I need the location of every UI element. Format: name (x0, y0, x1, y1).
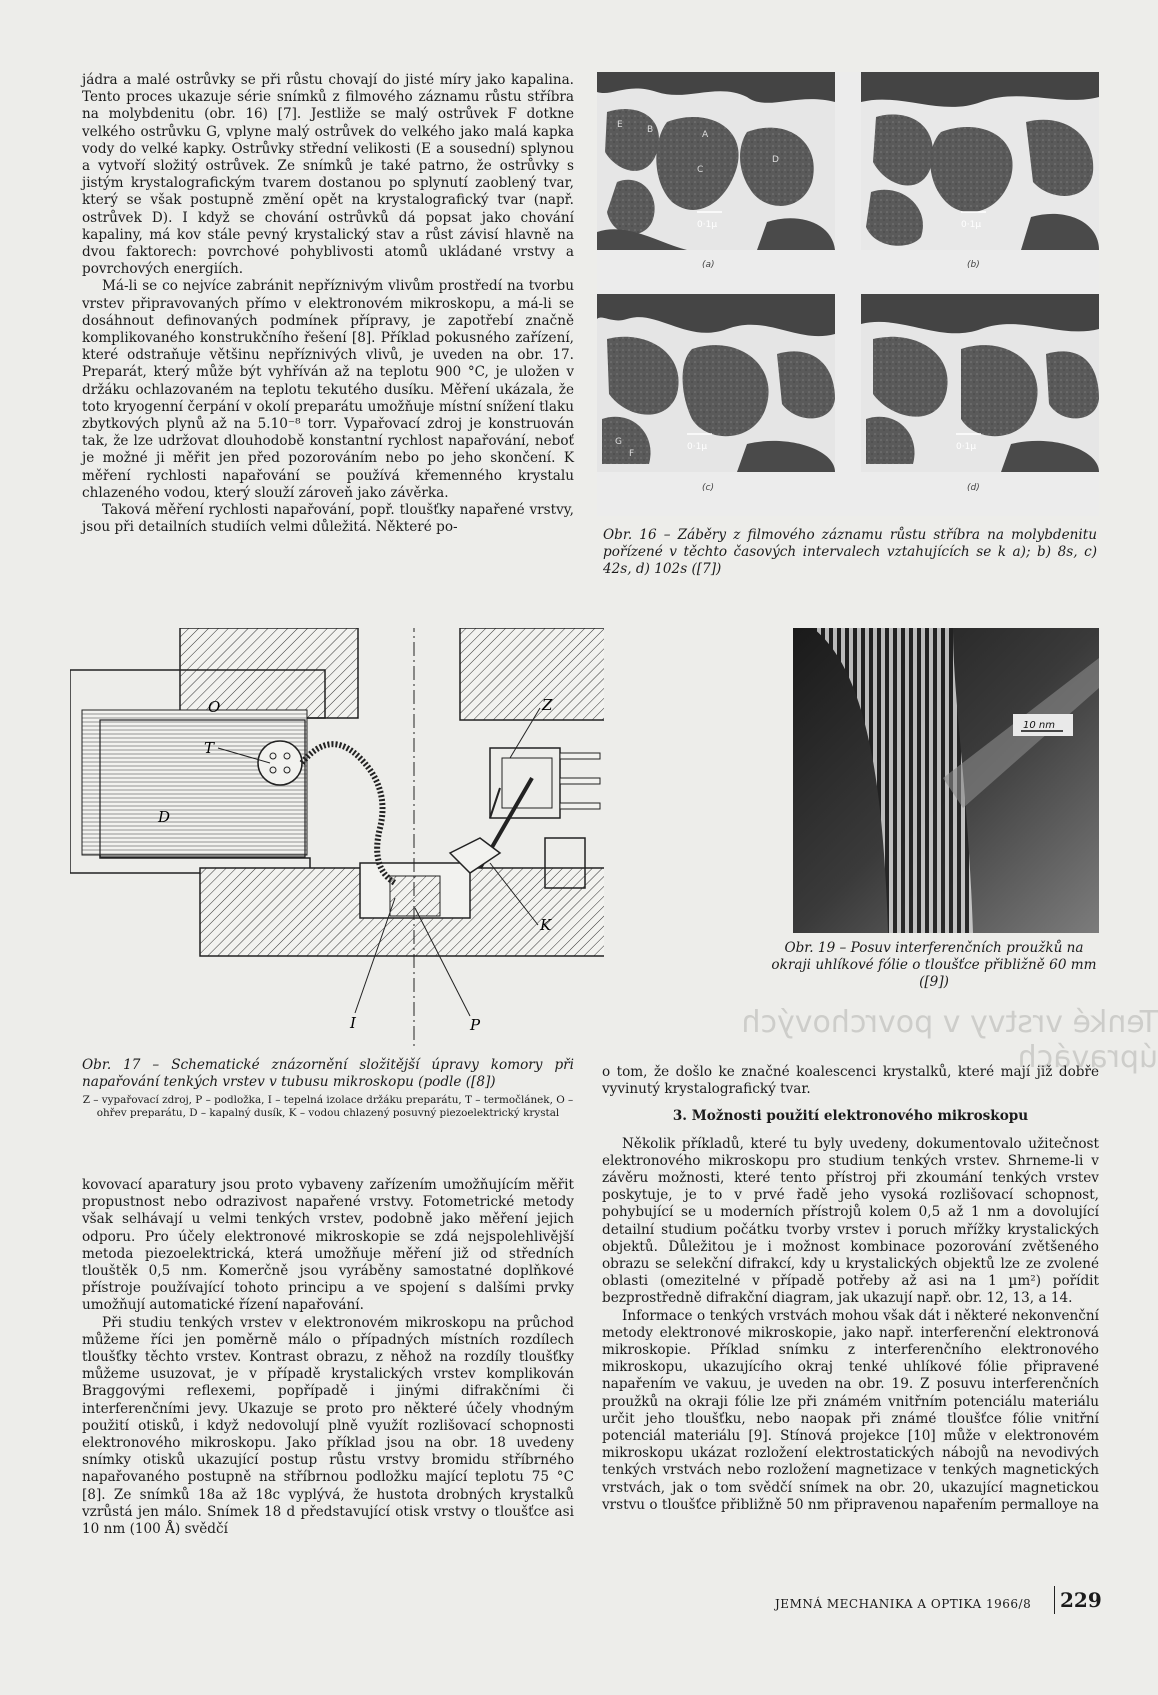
figure-17-legend: Z – vypařovací zdroj, P – podložka, I – tepelná izolace držáku preparátu, T – termočlánek, O – ohřev preparátu, D – kapalný dusík, K – vodou chlazený posuvný piezoelektrický krystal (82, 1094, 574, 1119)
scale-bar-label: 0·1µ (687, 442, 708, 452)
panel-c (597, 294, 835, 472)
section-heading: 3. Možnosti použití elektronového mikroskopu (672, 1108, 1029, 1125)
paragraph: kovovací aparatury jsou proto vybaveny zařízením umožňujícím měřit propustnost nebo odrazivost napařené vrstvy. Fotometrické metody však selhávají u velmi tenkých vrstev, podobně jako měření jejich odporu. Pro účely elektronové mikroskopie se zdá nejspolehlivější metoda piezoelektrická, která umožňuje měření již od středních tlouštěk 0,5 nm. Komerčně jsou vyráběny samostatné doplňkové přístroje používající tohoto principu a ve spojení s dalšími prvky umožňují automatické řízení napařování. (82, 1177, 574, 1314)
figure-16-caption: Obr. 16 – Záběry z filmového záznamu růstu stříbra na molybdenitu pořízené v těchto časových intervalech vztahujících se k a); b) 8s, c) 42s, d) 102s ([7]) (603, 527, 1097, 577)
left-column-top (82, 72, 574, 536)
figure-17-caption: Obr. 17 – Schematické znázornění složitější úpravy komory při napařování tenkých vrstev v tubusu mikroskopu (podle ([8]) (82, 1057, 574, 1090)
island-label: F (629, 449, 635, 459)
upper-block-left (180, 628, 358, 718)
island-label: E (617, 120, 623, 130)
panel-d (861, 294, 1099, 472)
label-I: I (350, 1014, 356, 1032)
paragraph: Taková měření rychlosti napařování, popř. tloušťky napařené vrstvy, jsou při detailních studiích velmi důležitá. Některé po- (82, 502, 574, 536)
figure-16-micrographs (597, 72, 1099, 516)
paragraph: Má-li se co nejvíce zabránit nepříznivým vlivům prostředí na tvorbu vrstev připravovaných přímo v elektronovém mikroskopu, a má-li se dosáhnout definovaných podmínek přípravy, je zapotřebí značně komplikovaného konstrukčního řešení [8]. Příklad pokusného zařízení, které odstraňuje většinu nepříznivých vlivů, je uveden na obr. 17. Preparát, který může být vyhříván až na teplotu 900 °C, je uložen v držáku ochlazovaném na teplotu tekutého dusíku. Měření ukázala, že toto kryogenní čerpání v okolí preparátu umožňuje místní snížení tlaku zbytkových plynů až na 5.10⁻⁸ torr. Vypařovací zdroj je konstruován tak, že lze udržovat dlouhodobě konstantní rychlost napařování, neboť je možné ji měřit jen před pozorováním nebo po jeho skončení. K měření rychlosti napařování se používá křemenného krystalu chlazeného vodou, který slouží zároveň jako závěrka. (82, 278, 574, 501)
label-Z: Z (542, 696, 553, 714)
show-through-text: Tenké vrstvy v povrchových úpravách (741, 1005, 1158, 1075)
scale-bar-label: 0·1µ (697, 220, 718, 230)
label-O: O (208, 698, 221, 716)
scale-bar-label: 0·1µ (956, 442, 977, 452)
paragraph: Informace o tenkých vrstvách mohou však dát i některé nekonvenční metody elektronové mikroskopie, jako např. interferenční elektronová mikroskopie. Příklad snímku z interferenčního elektronového mikroskopu, ukazujícího okraj tenké uhlíkové fólie připravené napařením ve vakuu, je uveden na obr. 19. Z posuvu interferenčních proužků na okraji fólie lze při známém vnitřním potenciálu materiálu určit jeho tloušťku, nebo naopak při známé tloušťce fólie vnitřní potenciál materiálu [9]. Stínová projekce [10] může v elektronovém mikroskopu ukázat rozložení elektrostatických nábojů na nevodivých tenkých vrstvách nebo rozložení magnetizace v tenkých magnetických vrstvách, jak o tom svědčí snímek na obr. 20, ukazující magnetickou vrstvu o tloušťce přibližně 50 nm připravenou napařením permalloye na (602, 1307, 1099, 1513)
paragraph: jádra a malé ostrůvky se při růstu chovají do jisté míry jako kapalina. Tento proces ukazuje série snímků z filmového záznamu růstu stříbra na molybdenitu (obr. 16) [7]. Jestliže se malý ostrůvek F dotkne velkého ostrůvku G, vplyne malý ostrůvek do velkého jako malá kapka vody do velké kapky. Ostrůvky střední velikosti (E a sousední) splynou a vytvoří složitý ostrůvek. Ze snímků je také patrno, že ostrůvky s jistým krystalografickým tvarem dostanou po splynutí zaoblený tvar, který se však postupně změní opět na krystalografický tvar (např. ostrůvek D). I když se chování ostrůvků dá popsat jako chování kapaliny, má kov stále pevný krystalický stav a růst závisí hlavně na dvou faktorech: povrchové pohyblivosti atomů ukládané vrstvy a povrchových energiích. (82, 72, 574, 278)
upper-block-right (460, 628, 604, 720)
figure-16-svg (597, 72, 1099, 516)
paragraph: Při studiu tenkých vrstev v elektronovém mikroskopu na průchod můžeme říci jen poměrně málo o případných místních rozdílech tloušťky těchto vrstev. Kontrast obrazu, z něhož na rozdíly tloušťky můžeme usuzovat, je v případě krystalických vrstev komplikován Braggovými reflexemi, popřípadě i jinými difrakčními či interferenčními jevy. Ukazuje se proto pro některé účely vhodným použití otisků, i když nedovolují plně využít rozlišovací schopnosti elektronového mikroskopu. Jako příklad jsou na obr. 18 uvedeny snímky otisků ukazující postup růstu vrstvy bromidu stříbrného napařovaného postupně na stříbrnou podložku mající teplotu 75 °C [8]. Ze snímků 18a až 18c vyplývá, že hustota drobných krystalků vzrůstá jen málo. Snímek 18 d představující otisk vrstvy o tloušťce asi 10 nm (100 Å) svědčí (82, 1314, 574, 1538)
left-column-bottom (82, 1177, 574, 1538)
panel-label-d: (d) (967, 483, 980, 493)
footer-divider (1054, 1586, 1055, 1614)
scale-bar-label: 0·1µ (961, 220, 982, 230)
figure-19-svg (793, 628, 1099, 933)
label-D: D (158, 808, 171, 826)
island-label: C (697, 165, 704, 175)
figure-17-svg (70, 628, 604, 1048)
island-label: B (647, 125, 654, 135)
figure-19-interference-fringes (793, 628, 1099, 933)
paragraph: Několik příkladů, které tu byly uvedeny, dokumentovalo užitečnost elektronového mikroskopu pro studium tenkých vrstev. Shrneme-li v závěru možnosti, které tento přístroj při zkoumání tenkých vrstev poskytuje, je to v prvé řadě jeho vysoká rozlišovací schopnost, pohybující se u moderních přístrojů kolem 0,5 až 1 nm a dovolující detailní studium počátku tvorby vrstev i poruch mřížky krystalických objektů. Důležitou je i možnost kombinace pozorování zvětšeného obrazu se selekční difrakcí, kdy u krystalických objektů lze ze zvolené oblasti (omezitelné v případě potřeby až asi na 1 µm²) pořídit bezprostředně difrakční diagram, jak ukazují např. obr. 12, 13, a 14. (602, 1135, 1099, 1307)
scale-label: 10 nm (1023, 720, 1055, 731)
right-column-bottom (602, 1064, 1099, 1514)
island-label: D (772, 155, 779, 165)
page-number: 229 (1060, 1588, 1102, 1612)
label-P: P (470, 1016, 481, 1034)
panel-label-c: (c) (702, 483, 714, 493)
island-label: G (615, 437, 622, 447)
panel-b (861, 72, 1099, 250)
paragraph: o tom, že došlo ke značné koalescenci krystalků, které mají již dobře vyvinutý krystalografický tvar. (602, 1064, 1099, 1098)
journal-footer: JEMNÁ MECHANIKA A OPTIKA 1966/8 (775, 1597, 1032, 1611)
island-label: A (702, 130, 709, 140)
label-K: K (540, 916, 552, 934)
label-T: T (204, 739, 215, 757)
figure-17-schematic (70, 628, 604, 1048)
heater (258, 741, 302, 785)
panel-a (597, 72, 835, 250)
figure-19-caption: Obr. 19 – Posuv interferenčních proužků na okraji uhlíkové fólie o tloušťce přibližně 60 mm ([9]) (771, 940, 1097, 990)
panel-label-b: (b) (967, 260, 980, 270)
panel-label-a: (a) (702, 260, 715, 270)
